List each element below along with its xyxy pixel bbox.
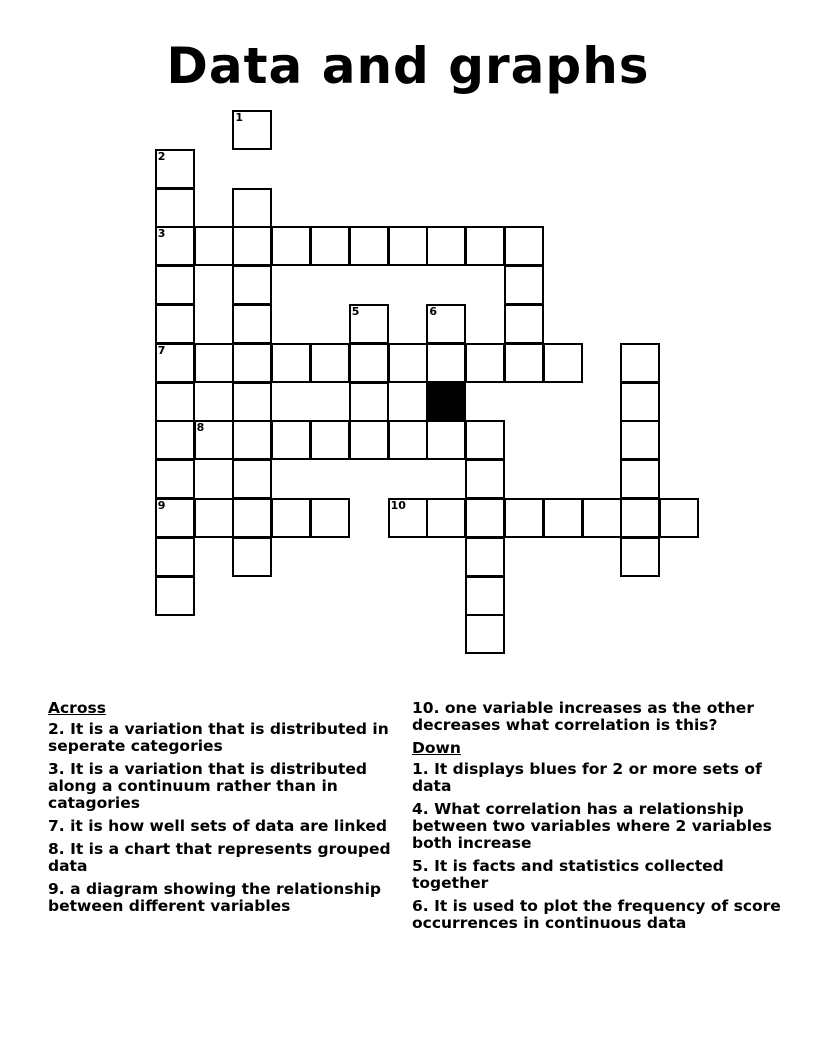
clues-left-column <box>48 700 398 921</box>
crossword-cell[interactable] <box>232 498 272 538</box>
crossword-cell[interactable] <box>271 498 311 538</box>
crossword-cell[interactable] <box>388 420 428 460</box>
down-clue: 6. It is used to plot the frequency of score occurrences in continuous data <box>412 897 781 932</box>
clues-right-column <box>412 700 782 938</box>
crossword-cell[interactable] <box>504 343 544 383</box>
crossword-cell[interactable] <box>426 343 466 383</box>
crossword-cell[interactable] <box>155 304 195 344</box>
crossword-cell[interactable] <box>504 304 544 344</box>
clue-number: 10 <box>390 499 406 512</box>
clue-number: 2 <box>157 149 166 163</box>
down-clue: 4. What correlation has a relationship between two variables where 2 variables both increase <box>412 800 772 852</box>
crossword-black-cell <box>426 382 466 422</box>
clue-number: 6 <box>429 305 438 318</box>
crossword-cell[interactable] <box>194 343 234 383</box>
crossword-cell[interactable] <box>232 304 272 344</box>
crossword-cell[interactable] <box>271 420 311 460</box>
crossword-cell[interactable] <box>155 149 195 189</box>
down-heading: Down <box>412 739 461 757</box>
crossword-cell[interactable] <box>388 343 428 383</box>
crossword-cell[interactable] <box>349 304 389 344</box>
crossword-cell[interactable] <box>465 498 505 538</box>
crossword-cell[interactable] <box>232 265 272 305</box>
across-clue: 3. It is a variation that is distributed along a continuum rather than in catagories <box>48 760 368 812</box>
page-title: Data and graphs <box>166 37 650 95</box>
clue-number: 1 <box>235 111 244 124</box>
crossword-cell[interactable] <box>194 498 234 538</box>
clue-number: 9 <box>157 499 166 512</box>
across-clue: 2. It is a variation that is distributed in seperate categories <box>48 720 389 755</box>
crossword-cell[interactable] <box>155 459 195 499</box>
crossword-cell[interactable] <box>504 498 544 538</box>
crossword-cell[interactable] <box>620 382 660 422</box>
crossword-cell[interactable] <box>349 343 389 383</box>
down-clue: 1. It displays blues for 2 or more sets of data <box>412 760 762 795</box>
crossword-cell[interactable] <box>543 343 583 383</box>
crossword-cell[interactable] <box>465 343 505 383</box>
crossword-cell[interactable] <box>155 343 195 383</box>
across-clue: 7. it is how well sets of data are linked <box>48 817 387 835</box>
across-clue: 10. one variable increases as the other decreases what correlation is this? <box>412 699 754 734</box>
crossword-cell[interactable] <box>349 226 389 266</box>
crossword-cell[interactable] <box>349 382 389 422</box>
crossword-cell[interactable] <box>349 420 389 460</box>
crossword-cell[interactable] <box>388 226 428 266</box>
crossword-cell[interactable] <box>232 420 272 460</box>
crossword-cell[interactable] <box>232 537 272 577</box>
crossword-cell[interactable] <box>426 304 466 344</box>
crossword-cell[interactable] <box>465 537 505 577</box>
crossword-cell[interactable] <box>310 498 350 538</box>
crossword-cell[interactable] <box>194 420 234 460</box>
crossword-cell[interactable] <box>504 265 544 305</box>
clue-number: 8 <box>196 421 205 435</box>
crossword-cell[interactable] <box>620 498 660 538</box>
crossword-cell[interactable] <box>465 459 505 499</box>
crossword-cell[interactable] <box>194 226 234 266</box>
crossword-cell[interactable] <box>620 343 660 383</box>
crossword-cell[interactable] <box>155 226 195 266</box>
crossword-cell[interactable] <box>155 420 195 460</box>
crossword-cell[interactable] <box>426 498 466 538</box>
crossword-cell[interactable] <box>155 382 195 422</box>
crossword-cell[interactable] <box>155 498 195 538</box>
clue-number: 7 <box>157 343 166 357</box>
across-clue: 9. a diagram showing the relationship between different variables <box>48 880 381 915</box>
crossword-cell[interactable] <box>426 420 466 460</box>
crossword-cell[interactable] <box>155 188 195 228</box>
crossword-cell[interactable] <box>582 498 622 538</box>
across-heading: Across <box>48 699 106 717</box>
crossword-cell[interactable] <box>659 498 699 538</box>
crossword-cell[interactable] <box>271 343 311 383</box>
crossword-cell[interactable] <box>426 226 466 266</box>
crossword-cell[interactable] <box>232 382 272 422</box>
crossword-cell[interactable] <box>620 420 660 460</box>
crossword-cell[interactable] <box>232 110 272 150</box>
crossword-cell[interactable] <box>310 343 350 383</box>
down-clue: 5. It is facts and statistics collected together <box>412 857 724 892</box>
crossword-cell[interactable] <box>620 537 660 577</box>
crossword-cell[interactable] <box>310 420 350 460</box>
crossword-cell[interactable] <box>388 498 428 538</box>
crossword-cell[interactable] <box>155 265 195 305</box>
crossword-cell[interactable] <box>465 576 505 616</box>
across-clue: 8. It is a chart that represents grouped data <box>48 840 391 875</box>
crossword-cell[interactable] <box>543 498 583 538</box>
crossword-cell[interactable] <box>232 188 272 228</box>
crossword-cell[interactable] <box>310 226 350 266</box>
clue-number: 3 <box>157 227 166 241</box>
clue-number: 5 <box>351 305 360 318</box>
crossword-cell[interactable] <box>155 537 195 577</box>
crossword-cell[interactable] <box>232 226 272 266</box>
crossword-cell[interactable] <box>465 226 505 266</box>
crossword-cell[interactable] <box>155 576 195 616</box>
crossword-cell[interactable] <box>465 420 505 460</box>
crossword-cell[interactable] <box>232 459 272 499</box>
crossword-cell[interactable] <box>504 226 544 266</box>
crossword-cell[interactable] <box>620 459 660 499</box>
crossword-cell[interactable] <box>465 614 505 654</box>
crossword-cell[interactable] <box>232 343 272 383</box>
crossword-cell[interactable] <box>271 226 311 266</box>
